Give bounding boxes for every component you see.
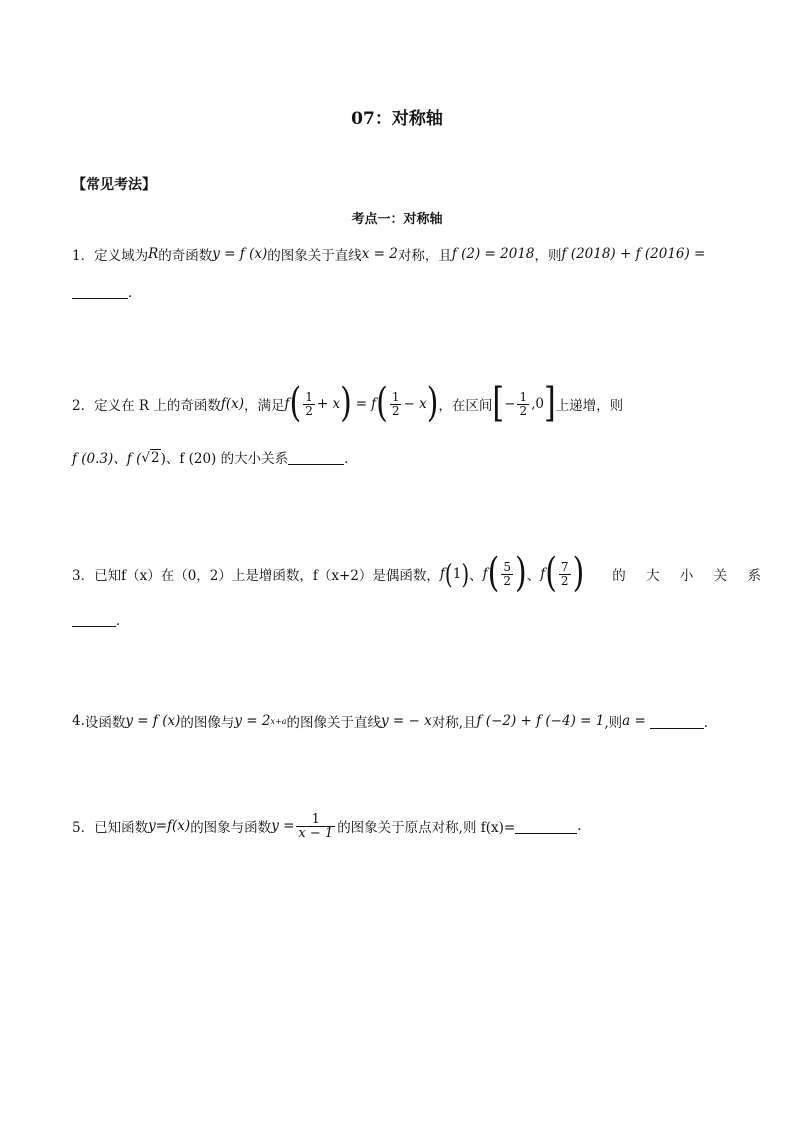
math-symbol: f <box>482 566 488 582</box>
question-2 <box>72 379 624 427</box>
question-4 <box>72 710 717 732</box>
question-text: ，满足 <box>244 398 285 414</box>
question-text: ，在区间 <box>438 398 493 414</box>
right-paren: ) <box>572 549 585 597</box>
math-expression: y=f(x) <box>148 818 191 834</box>
numerator: 7 <box>560 559 569 574</box>
question-text: 对称，且 <box>397 248 452 264</box>
math-symbol: f <box>284 396 290 412</box>
right-paren: ) <box>514 549 527 597</box>
denominator: 2 <box>519 403 528 418</box>
question-number: 5． <box>72 820 95 836</box>
sqrt-expression: √ 2 <box>141 449 160 466</box>
question-text: )、f (20) 的大小关系 <box>160 451 289 467</box>
math-expression: f(x) <box>220 396 244 412</box>
fraction <box>517 391 529 418</box>
math-expression: − x <box>403 396 427 412</box>
question-text: 已知函数 <box>94 820 149 836</box>
math-symbol: R <box>148 246 159 262</box>
answer-blank[interactable] <box>288 450 344 465</box>
right-paren: ) <box>426 379 439 427</box>
subsection-label: 考点一：对称轴 <box>351 212 443 227</box>
numerator: 1 <box>391 389 400 404</box>
math-expression: f (2018) + f (2016) = <box>561 246 706 262</box>
answer-blank[interactable] <box>515 819 577 834</box>
question-text: 的图像关于直线 <box>286 715 381 731</box>
math-expression: ,0 <box>531 396 544 412</box>
tail-char: 的 <box>612 568 626 584</box>
right-paren: ) <box>461 557 470 591</box>
fraction <box>390 391 402 418</box>
page-title: 07：对称轴 <box>351 109 443 129</box>
question-text: ,则 <box>604 715 623 731</box>
question-number: 2． <box>72 398 95 414</box>
math-expression: y = 2 <box>234 713 271 729</box>
tail-char: 关 <box>713 568 728 584</box>
numerator: 5 <box>503 559 511 574</box>
punctuation: ． <box>116 613 130 629</box>
math-expression: f (−2) + f (−4) = 1 <box>476 713 605 729</box>
section-label: 【常见考法】 <box>72 177 156 193</box>
question-text: 的图象关于直线 <box>267 248 362 264</box>
question-text: 已知f（x）在（0，2）上是增函数，f（x+2）是偶函数， <box>94 568 440 584</box>
math-number: 1 <box>452 566 462 582</box>
question-text: ，则 <box>534 248 562 264</box>
fraction <box>559 561 571 588</box>
math-expression: y = f (x) <box>125 713 181 729</box>
question-number: 4. <box>72 713 85 729</box>
math-symbol: f <box>439 566 445 582</box>
numerator: 1 <box>311 811 320 827</box>
math-expression: f (2) = 2018 <box>451 246 535 262</box>
question-1-answer-line <box>72 282 142 300</box>
question-1 <box>72 244 705 264</box>
punctuation: ． <box>128 285 142 301</box>
denominator: 2 <box>503 573 511 588</box>
question-number: 1． <box>72 248 95 264</box>
radicand: 2 <box>150 449 160 466</box>
question-2-line-2 <box>72 446 358 468</box>
math-expression: x = 2 <box>361 246 398 262</box>
tail-char: 大 <box>646 568 660 584</box>
question-text: 对称,且 <box>431 715 477 731</box>
denominator: x − 1 <box>298 825 334 841</box>
answer-blank[interactable] <box>72 612 116 627</box>
denominator: 2 <box>391 403 400 418</box>
punctuation: ． <box>703 715 718 731</box>
math-symbol: = <box>355 396 368 412</box>
question-tail <box>596 564 761 584</box>
question-5 <box>72 806 582 846</box>
answer-blank[interactable] <box>72 284 128 299</box>
tail-char: 小 <box>679 568 694 584</box>
question-text: 设函数 <box>84 715 126 731</box>
numerator: 1 <box>519 389 528 404</box>
question-3-answer-line <box>72 610 130 628</box>
question-text: 的奇函数 <box>158 248 213 264</box>
question-text: 的图象与函数 <box>190 820 272 836</box>
question-text: 的图象关于原点对称,则 f(x)= <box>337 820 516 836</box>
right-bracket: ] <box>543 379 556 427</box>
punctuation: ． <box>344 451 358 467</box>
question-text: 定义在 R 上的奇函数 <box>94 398 221 414</box>
denominator: 2 <box>560 573 569 588</box>
numerator: 1 <box>305 389 313 404</box>
separator: 、 <box>469 568 483 584</box>
math-expression: f (0.3)、f ( <box>72 451 142 467</box>
fraction <box>501 561 513 588</box>
fraction <box>303 391 315 418</box>
right-paren: ) <box>340 379 352 427</box>
denominator: 2 <box>305 403 313 418</box>
math-expression: y = <box>271 818 295 834</box>
answer-blank[interactable] <box>650 714 704 729</box>
math-symbol: − <box>504 396 516 412</box>
question-text: 定义域为 <box>94 248 149 264</box>
math-symbol: f <box>371 396 377 412</box>
punctuation: . <box>577 818 582 834</box>
exponent: x+a <box>270 716 287 726</box>
question-3 <box>72 549 761 597</box>
left-paren: ( <box>376 379 388 427</box>
question-text: 上递增，则 <box>555 398 624 414</box>
left-paren: ( <box>545 549 557 597</box>
question-text: 的图像与 <box>180 715 235 731</box>
left-paren: ( <box>444 557 453 591</box>
left-paren: ( <box>487 549 500 597</box>
question-number: 3． <box>72 568 95 584</box>
separator: 、 <box>526 568 541 584</box>
left-paren: ( <box>289 379 302 427</box>
fraction <box>296 813 335 840</box>
math-expression: y = f (x) <box>212 246 268 262</box>
math-symbol: f <box>540 566 546 582</box>
math-expression: + x <box>316 396 341 412</box>
left-bracket: [ <box>492 379 505 427</box>
tail-char: 系 <box>747 568 761 584</box>
math-expression: a = <box>622 713 646 729</box>
math-expression: y = − x <box>380 713 432 729</box>
